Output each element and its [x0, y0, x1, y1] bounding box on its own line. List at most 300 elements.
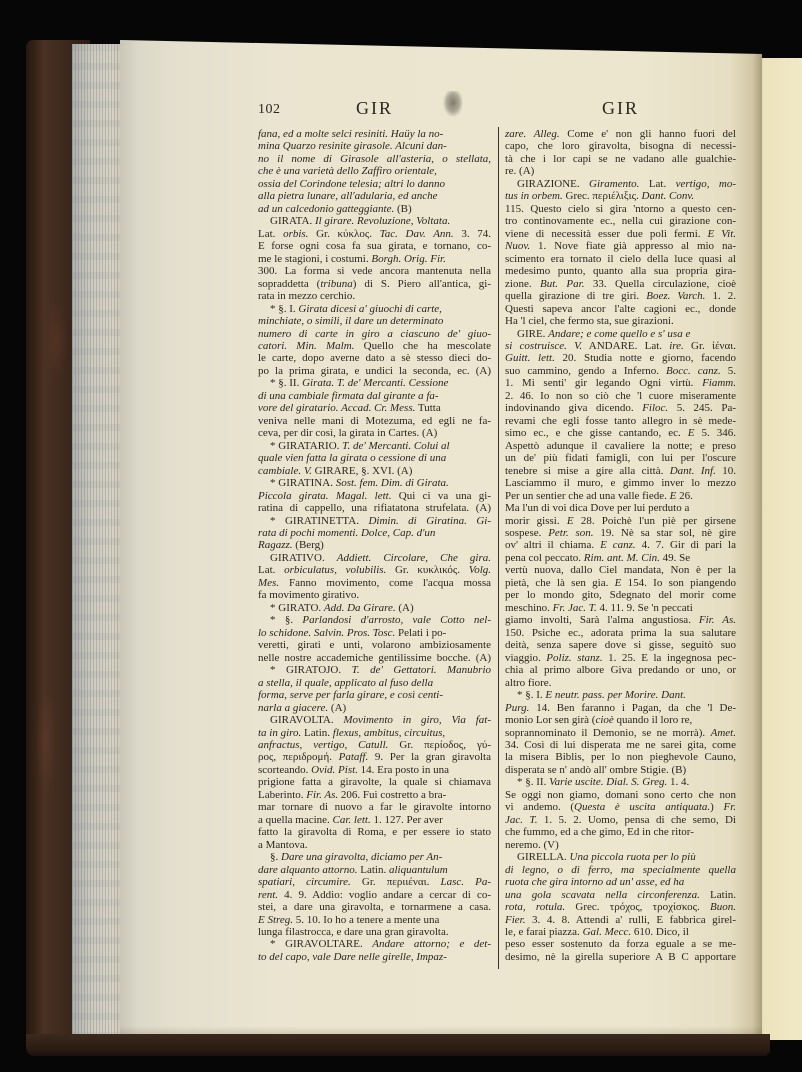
italic-text: di legno, o di ferro, ma specialmente quella — [505, 863, 736, 876]
left-column-line — [258, 253, 491, 265]
left-column-line — [258, 203, 491, 215]
roman-text: 154. Io son piangendo — [621, 576, 736, 589]
right-column-line — [505, 440, 736, 452]
italic-text: Fir. As. — [698, 614, 737, 627]
right-column-line — [505, 427, 736, 439]
right-column-line — [505, 839, 736, 851]
roman-text: 10. — [715, 464, 736, 477]
right-column-line — [505, 627, 736, 639]
right-column-line — [505, 253, 736, 265]
roman-text: Pelati i po- — [395, 626, 447, 639]
roman-text: a Mantova. — [258, 838, 308, 851]
right-column-line — [505, 527, 736, 539]
italic-text: orbiculatus, volubilis. — [284, 564, 387, 577]
left-column-line — [258, 452, 491, 464]
italic-text: Boez. Varch. — [646, 290, 706, 303]
italic-text: mina Quarzo resinite girasole. Alcuni dan- — [258, 140, 447, 153]
roman-text: neremo. (V) — [505, 838, 559, 851]
roman-text: stei, a dare una giravolta, e tornarmene a casa. — [258, 901, 491, 914]
left-column-line — [258, 602, 491, 614]
roman-text: Come e' non gli hanno fuori del — [559, 128, 736, 140]
right-column-line — [505, 814, 736, 826]
roman-text: 206. Fui costretto a bra- — [338, 788, 447, 801]
roman-text: Latin. — [301, 726, 333, 739]
right-column-line — [505, 664, 736, 676]
roman-text: vi andemo. ( — [505, 801, 575, 814]
italic-text: Girata dicesi a' giuochi di carte, — [298, 302, 442, 315]
roman-text: 1. 4. — [667, 776, 690, 789]
roman-text: morir gissi. — [505, 514, 567, 527]
italic-text: Filoc. — [642, 402, 669, 415]
italic-text: But. Par. — [539, 277, 585, 290]
right-column-line — [505, 303, 736, 315]
right-column-line — [505, 614, 736, 626]
guide-word-left: GIR — [356, 98, 393, 118]
left-column-line — [258, 714, 491, 726]
right-column-line — [505, 727, 736, 739]
left-column-line — [258, 415, 491, 427]
roman-text: 14. Ben faranno i Pagan, da che 'l De- — [529, 701, 736, 714]
italic-text: E Vit. — [707, 227, 736, 240]
left-column-line — [258, 864, 491, 876]
right-column-line — [505, 415, 736, 427]
roman-text: 9. Per la gran giravolta — [368, 751, 491, 764]
roman-text: monio Lor sen girà ( — [505, 714, 596, 727]
roman-text: soprannominato il Demonio, se ne morrà). — [505, 726, 711, 739]
left-column-line — [258, 328, 491, 340]
roman-text: nelle nostre accademiche gentilissime bocche. (A) — [258, 651, 491, 664]
roman-text: * GIRATARIO. — [270, 439, 343, 452]
left-column-line — [258, 751, 491, 763]
roman-text: Gr. κυκλικός. — [386, 564, 469, 577]
right-column-line — [505, 889, 736, 901]
left-column-line — [258, 465, 491, 477]
roman-text: 300. La forma si vede ancora mantenuta nella — [258, 265, 491, 278]
left-column-line — [258, 215, 491, 227]
left-column-line — [258, 801, 491, 813]
left-column-line — [258, 739, 491, 751]
right-column-line — [505, 689, 736, 701]
roman-text: a quella macine. — [258, 813, 333, 826]
right-column-line — [505, 739, 736, 751]
right-column-line — [505, 914, 736, 926]
roman-text: me le stagioni, i costumi. — [258, 252, 372, 265]
roman-text: medesimo punto, quanto alla sua propria gira- — [505, 265, 736, 278]
left-column-line — [258, 178, 491, 190]
left-column-line — [258, 938, 491, 950]
roman-text: * GIRATO. — [270, 601, 324, 614]
left-column-line — [258, 577, 491, 589]
roman-text: sospese. — [505, 527, 549, 539]
right-column-line — [505, 365, 736, 377]
italic-text: Ovid. Pist. — [311, 763, 358, 776]
italic-text: ruota che gira intorno ad un' asse, ed ha — [505, 876, 685, 889]
right-column-line — [505, 776, 736, 788]
roman-text: 5. 346. — [694, 427, 736, 440]
roman-text: Gr. ἰέναι. — [683, 339, 737, 352]
roman-text: 33. Quella circulazione, cioè — [584, 277, 736, 290]
roman-text: giamo involti, Sarà l'alma angustiosa. — [505, 614, 699, 627]
italic-text: Add. Da Girare. — [323, 601, 396, 614]
roman-text: 150. Psiche ec., adorata prima la sua salutare — [505, 626, 736, 639]
left-column-line — [258, 552, 491, 564]
roman-text: * §. II. — [270, 377, 303, 390]
left-column-line — [258, 914, 491, 926]
italic-text: Il girare. Revoluzione, Voltata. — [314, 215, 451, 228]
right-column-line — [505, 901, 736, 913]
roman-text: 1. 5. 2. Uomo, pensa di che semo, Di — [537, 813, 736, 826]
roman-text: Quello che ha mescolate — [354, 339, 491, 352]
roman-text: Fanno movimento, come l'acqua mossa — [279, 576, 491, 589]
roman-text: Questi sapeva ancor l'alte cagioni ec., donde — [505, 302, 736, 315]
right-column-line — [505, 552, 736, 564]
roman-text: rata in mezzo cerchio. — [258, 290, 356, 303]
italic-text: Girata. T. de' Mercanti. Cessione — [302, 377, 449, 390]
italic-text: flexus, ambitus, circuitus, — [332, 726, 446, 739]
left-column-line — [258, 901, 491, 913]
italic-text: rota, rotula. — [505, 901, 566, 914]
left-column-line — [258, 490, 491, 502]
left-column-line — [258, 515, 491, 527]
roman-text: ceva, per dir così, la girata in Cartes. (A) — [258, 427, 438, 440]
right-column-line — [505, 564, 736, 576]
italic-text: Andare attorno; e det- — [372, 938, 492, 951]
left-column-line — [258, 652, 491, 664]
right-text-column — [505, 128, 736, 963]
right-column-line — [505, 203, 736, 215]
left-column-line — [258, 951, 491, 963]
right-column-line — [505, 278, 736, 290]
right-column-line — [505, 751, 736, 763]
roman-text: 1. Nove fiate già appresso al mio na- — [530, 240, 736, 253]
roman-text: po la prima girata, e undici la seconda, ec. (A) — [258, 364, 491, 377]
italic-text: dare alquanto attorno. — [258, 863, 358, 876]
italic-text: to del capo, vale Dare nelle girelle, Impaz- — [258, 950, 447, 963]
italic-text: E — [687, 427, 695, 440]
roman-text: per lo mondo gito, Sdegnato del morir come — [505, 589, 736, 602]
roman-text: Gr. κύκλος. — [308, 227, 380, 240]
left-column-line — [258, 290, 491, 302]
right-column-line — [505, 851, 736, 863]
italic-text: a stella, il quale, applicato al fuso della — [258, 676, 434, 689]
roman-text: Latin. — [357, 863, 389, 876]
italic-text: E canz. — [600, 539, 636, 552]
roman-text: Latin. — [699, 888, 736, 901]
left-column-line — [258, 315, 491, 327]
roman-text: GIRAZIONE. — [517, 177, 590, 190]
left-column-line — [258, 764, 491, 776]
italic-text: aliquantulum — [388, 863, 448, 876]
left-column-line — [258, 564, 491, 576]
roman-text: (Berg) — [292, 539, 324, 552]
left-column-line — [258, 664, 491, 676]
left-column-line — [258, 440, 491, 452]
right-column-line — [505, 539, 736, 551]
roman-text: re. (A) — [505, 165, 535, 178]
right-column-line — [505, 402, 736, 414]
roman-text: * GIRATINA. — [270, 477, 336, 490]
roman-text: sopraddetta ( — [258, 277, 321, 290]
left-column-line — [258, 876, 491, 888]
italic-text: Dare una giravolta, diciamo per An- — [281, 851, 443, 864]
italic-text: si costruisce. V. — [505, 339, 583, 352]
roman-text: lunga filastrocca, e dare una gran giravolta. — [258, 926, 449, 938]
italic-text: Sost. fem. Dim. di Girata. — [335, 477, 449, 490]
italic-text: Pataff. — [338, 751, 369, 764]
italic-text: Fier. — [505, 913, 526, 926]
right-column-line — [505, 602, 736, 614]
italic-text: Giramento. — [589, 177, 640, 190]
italic-text: Dant. Conv. — [641, 190, 695, 203]
left-column-line — [258, 702, 491, 714]
right-column-line — [505, 290, 736, 302]
roman-text: Ma l'un di voi dica Dove per lui perduto a — [505, 502, 690, 515]
roman-text: la misera Biblis, per lo non pieghevole Cauno, — [505, 751, 736, 764]
roman-text: 115. Questo cielo si gira 'ntorno a questo cen- — [505, 202, 736, 215]
roman-text: GIRATA. — [270, 215, 315, 228]
roman-text: che fummo, ed a che gimo, Ed in che ritor- — [505, 826, 694, 839]
roman-text: fatto la giravolta di Roma, e per essere io stato — [258, 826, 491, 839]
roman-text: Grec. τρόχος, τροχίσκος. — [565, 901, 711, 914]
italic-text: Una piccola ruota per lo più — [569, 851, 696, 864]
roman-text: Aspettò adunque il cavaliere la notte; e preso — [505, 439, 736, 452]
roman-text: * GIRATINETTA. — [270, 514, 369, 527]
left-column-line — [258, 228, 491, 240]
roman-text: le, e farai piazza. — [505, 926, 583, 938]
left-column-line — [258, 839, 491, 851]
italic-text: Dimin. di Giratina. Gi- — [368, 514, 491, 527]
italic-text: Andare; e come quello e s' usa e — [548, 327, 691, 340]
italic-text: Jac. T. — [505, 813, 538, 826]
roman-text: Grec. περιέλιξις. — [562, 190, 642, 203]
roman-text: 4. 9. Addio: voglio andare a cercar di co- — [278, 888, 491, 901]
left-column-line — [258, 639, 491, 651]
roman-text: 610. Dico, il — [631, 926, 689, 938]
roman-text: veretti, girati e unti, volarono ambiziosamente — [258, 639, 491, 652]
right-column-line — [505, 128, 736, 140]
roman-text: 34. Così di lui disperata me ne sarei gita, come — [505, 738, 736, 751]
italic-text: fana, ed a molte selci resiniti. Haüy la no- — [258, 128, 444, 140]
italic-text: cambiale. V. — [258, 464, 312, 477]
roman-text: scorteando. — [258, 763, 312, 776]
italic-text: Ragazz. — [258, 539, 293, 552]
right-column-line — [505, 652, 736, 664]
roman-text: Gr. περίοδος, γύ- — [388, 738, 491, 751]
italic-text: una gola scavata nella circonferenza. — [505, 888, 700, 901]
left-column-line — [258, 627, 491, 639]
roman-text: * GIRATOJO. — [270, 664, 352, 677]
italic-text: Car. lett. — [332, 813, 371, 826]
italic-text: narla a giacere. — [258, 701, 329, 714]
roman-text: viaggio. — [505, 651, 547, 664]
roman-text: 19. Nè sa star sol, nè gire — [593, 527, 736, 539]
right-column-line — [505, 938, 736, 950]
roman-text: desimo, nè la girella superiore A B C apportare — [505, 950, 736, 963]
roman-text: 14. Era posto in una — [357, 763, 449, 776]
left-column-line — [258, 153, 491, 165]
left-column-line — [258, 165, 491, 177]
right-column-line — [505, 377, 736, 389]
roman-text: un de' più fidati famigli, con lui per l'oscure — [505, 452, 736, 465]
italic-text: Piccola girata. Magal. lett. — [258, 489, 392, 502]
roman-text: fa movimento girativo. — [258, 589, 360, 602]
right-column-line — [505, 677, 736, 689]
roman-text: GIRATIVO. — [270, 551, 337, 564]
roman-text: ratina di cappello, una rifiatatona strufelata. (A) — [258, 502, 491, 515]
roman-text: 20. Studia notte e giorno, facendo — [554, 352, 736, 365]
roman-text: meschino. — [505, 601, 553, 614]
roman-text: (A) — [328, 701, 347, 714]
roman-text: Se oggi non giamo, domani sono certo che non — [505, 788, 736, 801]
roman-text: 3. 74. — [453, 227, 491, 240]
left-column-line — [258, 539, 491, 551]
roman-text: * §. I. — [270, 302, 299, 315]
left-column-line — [258, 365, 491, 377]
left-column-line — [258, 614, 491, 626]
roman-text: 1. Mi senti' gir legando Ogni virtù. — [505, 377, 703, 390]
guide-word-right: GIR — [602, 98, 639, 118]
italic-text: vertigo, mo- — [675, 177, 736, 190]
right-column-line — [505, 190, 736, 202]
right-column-line — [505, 328, 736, 340]
roman-text: 49. Se — [659, 551, 691, 564]
roman-text: vertù nuova, dallo Ciel mandata, Non è per la — [505, 564, 736, 577]
right-column-line — [505, 926, 736, 938]
right-column-line — [505, 315, 736, 327]
right-column-line — [505, 864, 736, 876]
left-column-line — [258, 776, 491, 788]
italic-text: Fiamm. — [702, 377, 736, 390]
italic-text: forma, serve per farla girare, e così centi- — [258, 689, 444, 702]
italic-text: Parlandosi d'arrosto, vale Cotto nel- — [302, 614, 492, 627]
roman-text: Qui ci va una gi- — [391, 489, 491, 502]
italic-text: Addiett. Circolare, Che gira. — [336, 551, 491, 564]
left-column-line — [258, 826, 491, 838]
roman-text: tà che i lor capi se ne vadano alle gualchie- — [505, 152, 736, 165]
right-column-line — [505, 951, 736, 963]
right-column-line — [505, 265, 736, 277]
left-column-line — [258, 390, 491, 402]
roman-text: Ha 'l ciel, che fermo sta, sue girazioni. — [505, 315, 674, 328]
italic-text: ire. — [669, 339, 684, 352]
italic-text: Poliz. stanz. — [546, 651, 603, 664]
roman-text: ov' altri il chiama. — [505, 539, 601, 552]
roman-text: * §. II. — [517, 776, 550, 789]
italic-text: Mes. — [258, 576, 280, 589]
left-column-line — [258, 814, 491, 826]
italic-text: Fr. — [723, 801, 736, 814]
right-column-line — [505, 240, 736, 252]
right-column-line — [505, 153, 736, 165]
roman-text: Tutta — [415, 402, 441, 415]
left-column-line — [258, 340, 491, 352]
italic-text: Dant. Inf. — [669, 464, 716, 477]
roman-text: mar tornare di nuovo a far le giravolte intorno — [258, 801, 491, 814]
italic-text: catori. Min. Malm. — [258, 339, 355, 352]
roman-text: altro fiore. — [505, 676, 552, 689]
italic-text: Volg. — [468, 564, 491, 577]
right-column-line — [505, 639, 736, 651]
left-column-line — [258, 402, 491, 414]
roman-text: capo, che loro giravolta, bisogna di necessi- — [505, 140, 736, 153]
book-cover-bottom — [26, 1034, 770, 1056]
right-column-line — [505, 178, 736, 190]
right-column-line — [505, 876, 736, 888]
italic-text: E — [669, 489, 677, 502]
left-column-line — [258, 240, 491, 252]
italic-text: numero di carte in giro a ciascuno de' giuo- — [258, 327, 491, 340]
roman-text: Laberinto. — [258, 788, 307, 801]
italic-text: Fir. As. — [306, 788, 339, 801]
right-column-line — [505, 352, 736, 364]
right-column-line — [505, 702, 736, 714]
roman-text: le carte, dopo averne dato a sè stesso dieci do- — [258, 352, 491, 365]
right-column-line — [505, 477, 736, 489]
roman-text: deità, senza sapere dove si gisse, seguitò suo — [505, 639, 736, 652]
right-column-line — [505, 801, 736, 813]
roman-text: zione. — [505, 277, 540, 290]
roman-text: (A) — [395, 601, 414, 614]
left-column-line — [258, 278, 491, 290]
roman-text: quando il loro re, — [613, 714, 693, 727]
right-column-line — [505, 390, 736, 402]
italic-text: Nuov. — [505, 240, 531, 253]
left-column-line — [258, 889, 491, 901]
italic-text: Rim. ant. M. Cin. — [583, 551, 660, 564]
roman-text: 5. 245. Pa- — [668, 402, 736, 415]
italic-text: rata di pochi momenti. Dolce, Cap. d'un — [258, 527, 436, 539]
roman-text: Lat. — [258, 227, 284, 240]
left-column-line — [258, 926, 491, 938]
roman-text: 4. 7. Gir di pari la — [635, 539, 736, 552]
roman-text: indovinando giva dicendo. — [505, 402, 643, 415]
italic-text: orbis. — [283, 227, 309, 240]
italic-text: Borgh. Orig. Fir. — [371, 252, 446, 265]
italic-text: Tac. Dav. Ann. — [379, 227, 454, 240]
italic-text: E neutr. pass. per Morire. Dant. — [545, 689, 686, 702]
roman-text: GIRELLA. — [517, 851, 570, 864]
italic-text: Movimento in giro, Via fat- — [343, 714, 491, 727]
right-column-line — [505, 589, 736, 601]
italic-text: ad un calcedonio gatteggiante. — [258, 202, 395, 215]
roman-text: ρος, περιδρομή. — [258, 751, 339, 764]
roman-text: * §. I. — [517, 689, 546, 702]
left-column-line — [258, 502, 491, 514]
roman-text: 5. 10. Io ho a tenere a mente una — [293, 913, 440, 926]
right-column-line — [505, 515, 736, 527]
roman-text: * GIRAVOLTARE. — [270, 938, 373, 951]
italic-text: che è una varietà dello Zaffiro orientale, — [258, 165, 437, 178]
left-column-line — [258, 352, 491, 364]
right-column-line — [505, 490, 736, 502]
italic-text: Amet. — [710, 726, 736, 739]
italic-text: Buon. — [710, 901, 736, 914]
left-column-line — [258, 677, 491, 689]
italic-text: anfractus, vertigo, Catull. — [258, 738, 389, 751]
left-column-line — [258, 427, 491, 439]
italic-text: E — [566, 514, 574, 527]
right-column-line — [505, 826, 736, 838]
right-column-line — [505, 452, 736, 464]
left-column-line — [258, 851, 491, 863]
italic-text: ta in giro. — [258, 726, 302, 739]
roman-text: (B) — [394, 202, 412, 215]
left-column-line — [258, 128, 491, 140]
italic-text: quale vien fatta la girata o cessione di una — [258, 452, 447, 465]
roman-text: 4. 11. 9. Se 'n peccati — [596, 601, 693, 614]
roman-text: simo ec., e che gisse cantando, ec. — [505, 427, 688, 440]
left-column-line — [258, 589, 491, 601]
